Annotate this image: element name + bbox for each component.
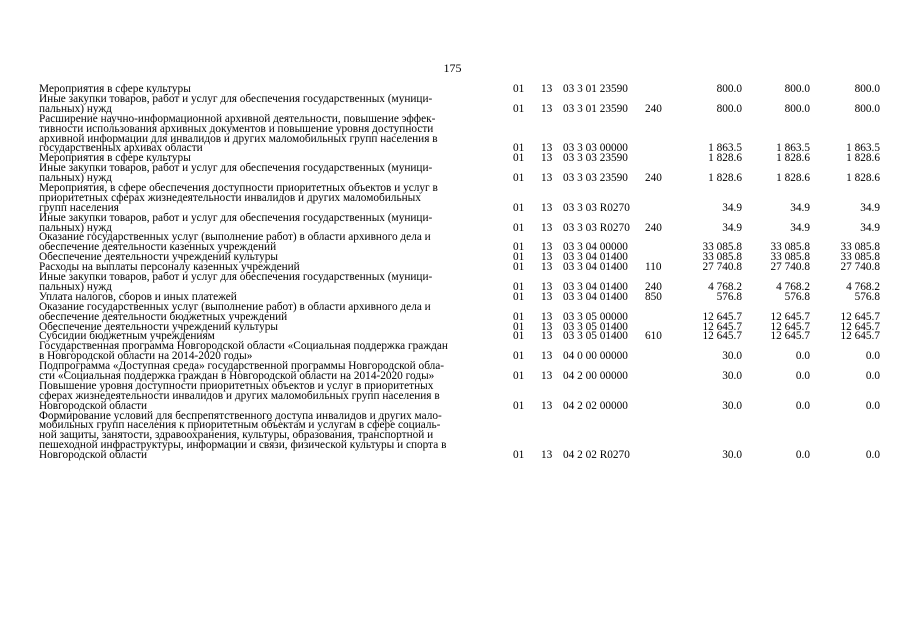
amount-year2-cell: 12 645.7	[770, 330, 810, 343]
amount-year2-cell: 12 645.7	[770, 320, 810, 333]
subsection-code-cell: 13	[541, 399, 553, 412]
table-row	[0, 300, 905, 323]
amount-year3-cell: 12 645.7	[840, 330, 880, 343]
item-name-line: Обеспечение деятельности учреждений культуры	[39, 251, 278, 264]
item-name-line: Расходы на выплаты персоналу казенных учреждений	[39, 261, 300, 274]
expense-type-cell: 110	[645, 261, 662, 274]
item-name-cell	[39, 112, 504, 155]
amount-year3-cell: 1 828.6	[846, 152, 880, 165]
amount-year2-cell: 34.9	[790, 221, 810, 234]
item-name-line: тивности использования архивных документов и повышение уровня доступности	[39, 122, 434, 135]
item-name-line: Мероприятия в сфере культуры	[39, 83, 191, 95]
item-name-line: архивной информации для инвалидов и других маломобильных групп населения в	[39, 132, 438, 145]
item-name-line: Государственная программа Новгородской области «Социальная поддержка граждан	[39, 340, 448, 353]
amount-year3-cell: 33 085.8	[840, 251, 880, 264]
section-code-cell: 01	[513, 172, 525, 185]
amount-year1-cell: 30.0	[722, 369, 742, 382]
item-name-line: государственных архивах области	[39, 142, 203, 155]
subsection-code-cell: 13	[541, 241, 553, 254]
subsection-code-cell: 13	[541, 152, 553, 165]
item-name-line: Иные закупки товаров, работ и услуг для обеспечения государственных (муници-	[39, 211, 433, 224]
table-row	[0, 362, 905, 382]
item-name-cell	[39, 181, 504, 214]
subsection-code-cell: 13	[541, 310, 553, 323]
amount-year3-cell: 800.0	[854, 102, 880, 115]
amount-year3-cell: 12 645.7	[840, 320, 880, 333]
table-row	[0, 273, 905, 293]
subsection-code-cell: 13	[541, 369, 553, 382]
amount-year1-cell: 30.0	[722, 350, 742, 363]
item-name-line: Повышение уровня доступности приоритетных объектов и услуг в приоритетных	[39, 379, 434, 392]
target-article-cell: 03 3 03 23590	[563, 172, 628, 185]
amount-year2-cell: 0.0	[795, 369, 810, 382]
section-code-cell: 01	[513, 251, 525, 264]
amount-year1-cell: 30.0	[722, 449, 742, 462]
target-article-cell: 03 3 01 23590	[563, 82, 628, 95]
amount-year2-cell: 576.8	[784, 290, 810, 303]
item-name-line: Формирование условий для беспрепятственного доступа инвалидов и других мало-	[39, 409, 442, 422]
amount-year1-cell: 576.8	[716, 290, 742, 303]
amount-year2-cell: 34.9	[790, 201, 810, 214]
budget-table	[0, 82, 905, 462]
section-code-cell: 01	[513, 399, 525, 412]
subsection-code-cell: 13	[541, 82, 553, 95]
section-code-cell: 01	[513, 290, 525, 303]
item-name-line: Оказание государственных услуг (выполнение работ) в области архивного дела и	[39, 300, 431, 313]
amount-year3-cell: 12 645.7	[840, 310, 880, 323]
table-row	[0, 409, 905, 462]
item-name-cell	[39, 300, 504, 323]
item-name-line: пальных) нужд	[39, 280, 112, 293]
section-code-cell: 01	[513, 330, 525, 343]
amount-year2-cell: 0.0	[795, 399, 810, 412]
target-article-cell: 03 3 03 R0270	[563, 201, 630, 214]
amount-year2-cell: 800.0	[784, 102, 810, 115]
target-article-cell: 03 3 03 00000	[563, 142, 628, 155]
target-article-cell: 04 2 02 R0270	[563, 449, 630, 462]
subsection-code-cell: 13	[541, 261, 553, 274]
amount-year1-cell: 33 085.8	[702, 251, 742, 264]
item-name-line: Иные закупки товаров, работ и услуг для обеспечения государственных (муници-	[39, 92, 433, 105]
table-row	[0, 164, 905, 184]
amount-year1-cell: 800.0	[716, 82, 742, 95]
item-name-line: групп населения	[39, 201, 119, 214]
amount-year1-cell: 1 863.5	[708, 142, 742, 155]
item-name-line: Новгородской области	[39, 399, 148, 412]
subsection-code-cell: 13	[541, 280, 553, 293]
table-row	[0, 92, 905, 115]
item-name-line: Расширение научно-информационной архивной деятельности, повышение эффек-	[39, 112, 436, 125]
subsection-code-cell: 13	[541, 172, 553, 185]
expense-type-cell: 850	[645, 290, 662, 303]
item-name-line: ной защиты, занятости, здравоохранения, культуры, образования, транспортной и	[39, 429, 434, 442]
item-name-line: обеспечение деятельности бюджетных учреждений	[39, 310, 288, 323]
amount-year3-cell: 1 863.5	[846, 142, 880, 155]
section-code-cell: 01	[513, 449, 525, 462]
subsection-code-cell: 13	[541, 142, 553, 155]
amount-year1-cell: 30.0	[722, 399, 742, 412]
amount-year1-cell: 12 645.7	[702, 330, 742, 343]
item-name-line: пешеходной инфраструктуры, информации и связи, физической культуры и спорта в	[39, 439, 447, 452]
amount-year3-cell: 1 828.6	[846, 172, 880, 185]
item-name-cell	[39, 92, 504, 115]
item-name-line: пальных) нужд	[39, 172, 112, 185]
item-name-cell	[39, 164, 504, 184]
table-row	[0, 112, 905, 155]
amount-year2-cell: 800.0	[784, 82, 810, 95]
target-article-cell: 04 2 02 00000	[563, 399, 628, 412]
section-code-cell: 01	[513, 221, 525, 234]
item-name-line: пальных) нужд	[39, 221, 112, 234]
item-name-line: Оказание государственных услуг (выполнение работ) в области архивного дела и	[39, 231, 431, 244]
item-name-line: мобильных групп населения к приоритетным объектам и услугам в сфере социаль-	[39, 419, 441, 432]
expense-type-cell: 610	[645, 330, 662, 343]
subsection-code-cell: 13	[541, 330, 553, 343]
target-article-cell: 03 3 04 01400	[563, 261, 628, 274]
expense-type-cell: 240	[645, 172, 662, 185]
subsection-code-cell: 13	[541, 350, 553, 363]
amount-year2-cell: 1 863.5	[776, 142, 810, 155]
expense-type-cell: 240	[645, 221, 662, 234]
amount-year1-cell: 34.9	[722, 201, 742, 214]
item-name-line: Мероприятия, в сфере обеспечения доступности приоритетных объектов и услуг в	[39, 181, 438, 194]
target-article-cell: 04 0 00 00000	[563, 350, 628, 363]
section-code-cell: 01	[513, 261, 525, 274]
item-name-line: Субсидии бюджетным учреждениям	[39, 330, 215, 343]
amount-year1-cell: 1 828.6	[708, 152, 742, 165]
amount-year3-cell: 0.0	[865, 399, 880, 412]
table-row	[0, 181, 905, 214]
target-article-cell: 03 3 04 01400	[563, 251, 628, 264]
amount-year3-cell: 0.0	[865, 350, 880, 363]
amount-year2-cell: 4 768.2	[776, 280, 810, 293]
target-article-cell: 03 3 05 00000	[563, 310, 628, 323]
item-name-cell	[39, 273, 504, 293]
item-name-line: в Новгородской области на 2014-2020 годы»	[39, 350, 253, 363]
section-code-cell: 01	[513, 369, 525, 382]
target-article-cell: 03 3 03 R0270	[563, 221, 630, 234]
section-code-cell: 01	[513, 82, 525, 95]
target-article-cell: 03 3 04 00000	[563, 241, 628, 254]
section-code-cell: 01	[513, 310, 525, 323]
item-name-line: Обеспечение деятельности учреждений культуры	[39, 320, 278, 333]
item-name-line: Подпрограмма «Доступная среда» государственной программы Новгородской обла-	[39, 360, 445, 373]
item-name-line: Иные закупки товаров, работ и услуг для обеспечения государственных (муници-	[39, 162, 433, 175]
target-article-cell: 03 3 04 01400	[563, 280, 628, 293]
item-name-line: обеспечение деятельности казенных учреждений	[39, 241, 277, 254]
item-name-cell	[39, 379, 504, 412]
amount-year3-cell: 27 740.8	[840, 261, 880, 274]
amount-year3-cell: 0.0	[865, 369, 880, 382]
amount-year2-cell: 33 085.8	[770, 251, 810, 264]
item-name-line: Иные закупки товаров, работ и услуг для обеспечения государственных (муници-	[39, 271, 433, 284]
subsection-code-cell: 13	[541, 251, 553, 264]
section-code-cell: 01	[513, 280, 525, 293]
amount-year1-cell: 1 828.6	[708, 172, 742, 185]
amount-year3-cell: 34.9	[860, 221, 880, 234]
amount-year3-cell: 4 768.2	[846, 280, 880, 293]
subsection-code-cell: 13	[541, 201, 553, 214]
amount-year1-cell: 33 085.8	[702, 241, 742, 254]
item-name-line: сферах жизнедеятельности инвалидов и других маломобильных групп населения в	[39, 389, 440, 402]
amount-year2-cell: 12 645.7	[770, 310, 810, 323]
expense-type-cell: 240	[645, 102, 662, 115]
amount-year3-cell: 33 085.8	[840, 241, 880, 254]
section-code-cell: 01	[513, 350, 525, 363]
section-code-cell: 01	[513, 102, 525, 115]
amount-year1-cell: 12 645.7	[702, 310, 742, 323]
amount-year1-cell: 4 768.2	[708, 280, 742, 293]
section-code-cell: 01	[513, 142, 525, 155]
item-name-line: приоритетных сферах жизнедеятельности инвалидов и других маломобильных	[39, 191, 421, 204]
subsection-code-cell: 13	[541, 221, 553, 234]
amount-year1-cell: 12 645.7	[702, 320, 742, 333]
amount-year3-cell: 34.9	[860, 201, 880, 214]
target-article-cell: 03 3 05 01400	[563, 320, 628, 333]
item-name-line: пальных) нужд	[39, 102, 112, 115]
section-code-cell: 01	[513, 152, 525, 165]
amount-year2-cell: 27 740.8	[770, 261, 810, 274]
item-name-cell	[39, 362, 504, 382]
section-code-cell: 01	[513, 241, 525, 254]
amount-year2-cell: 33 085.8	[770, 241, 810, 254]
amount-year3-cell: 800.0	[854, 82, 880, 95]
amount-year1-cell: 34.9	[722, 221, 742, 234]
subsection-code-cell: 13	[541, 320, 553, 333]
section-code-cell: 01	[513, 201, 525, 214]
subsection-code-cell: 13	[541, 290, 553, 303]
section-code-cell: 01	[513, 320, 525, 333]
amount-year2-cell: 1 828.6	[776, 172, 810, 185]
amount-year2-cell: 1 828.6	[776, 152, 810, 165]
subsection-code-cell: 13	[541, 102, 553, 115]
item-name-cell	[39, 409, 504, 462]
item-name-line: Уплата налогов, сборов и иных платежей	[39, 290, 237, 303]
amount-year2-cell: 0.0	[795, 449, 810, 462]
amount-year2-cell: 0.0	[795, 350, 810, 363]
amount-year1-cell: 800.0	[716, 102, 742, 115]
amount-year3-cell: 0.0	[865, 449, 880, 462]
subsection-code-cell: 13	[541, 449, 553, 462]
item-name-line: Мероприятия в сфере культуры	[39, 152, 191, 165]
target-article-cell: 03 3 05 01400	[563, 330, 628, 343]
amount-year3-cell: 576.8	[854, 290, 880, 303]
page-number: 175	[443, 61, 462, 75]
target-article-cell: 03 3 01 23590	[563, 102, 628, 115]
amount-year1-cell: 27 740.8	[702, 261, 742, 274]
target-article-cell: 03 3 04 01400	[563, 290, 628, 303]
expense-type-cell: 240	[645, 280, 662, 293]
item-name-line: сти «Социальная поддержка граждан в Новгородской области на 2014-2020 годы»	[39, 370, 435, 382]
target-article-cell: 04 2 00 00000	[563, 369, 628, 382]
item-name-line: Новгородской области	[39, 449, 148, 462]
table-row	[0, 379, 905, 412]
target-article-cell: 03 3 03 23590	[563, 152, 628, 165]
